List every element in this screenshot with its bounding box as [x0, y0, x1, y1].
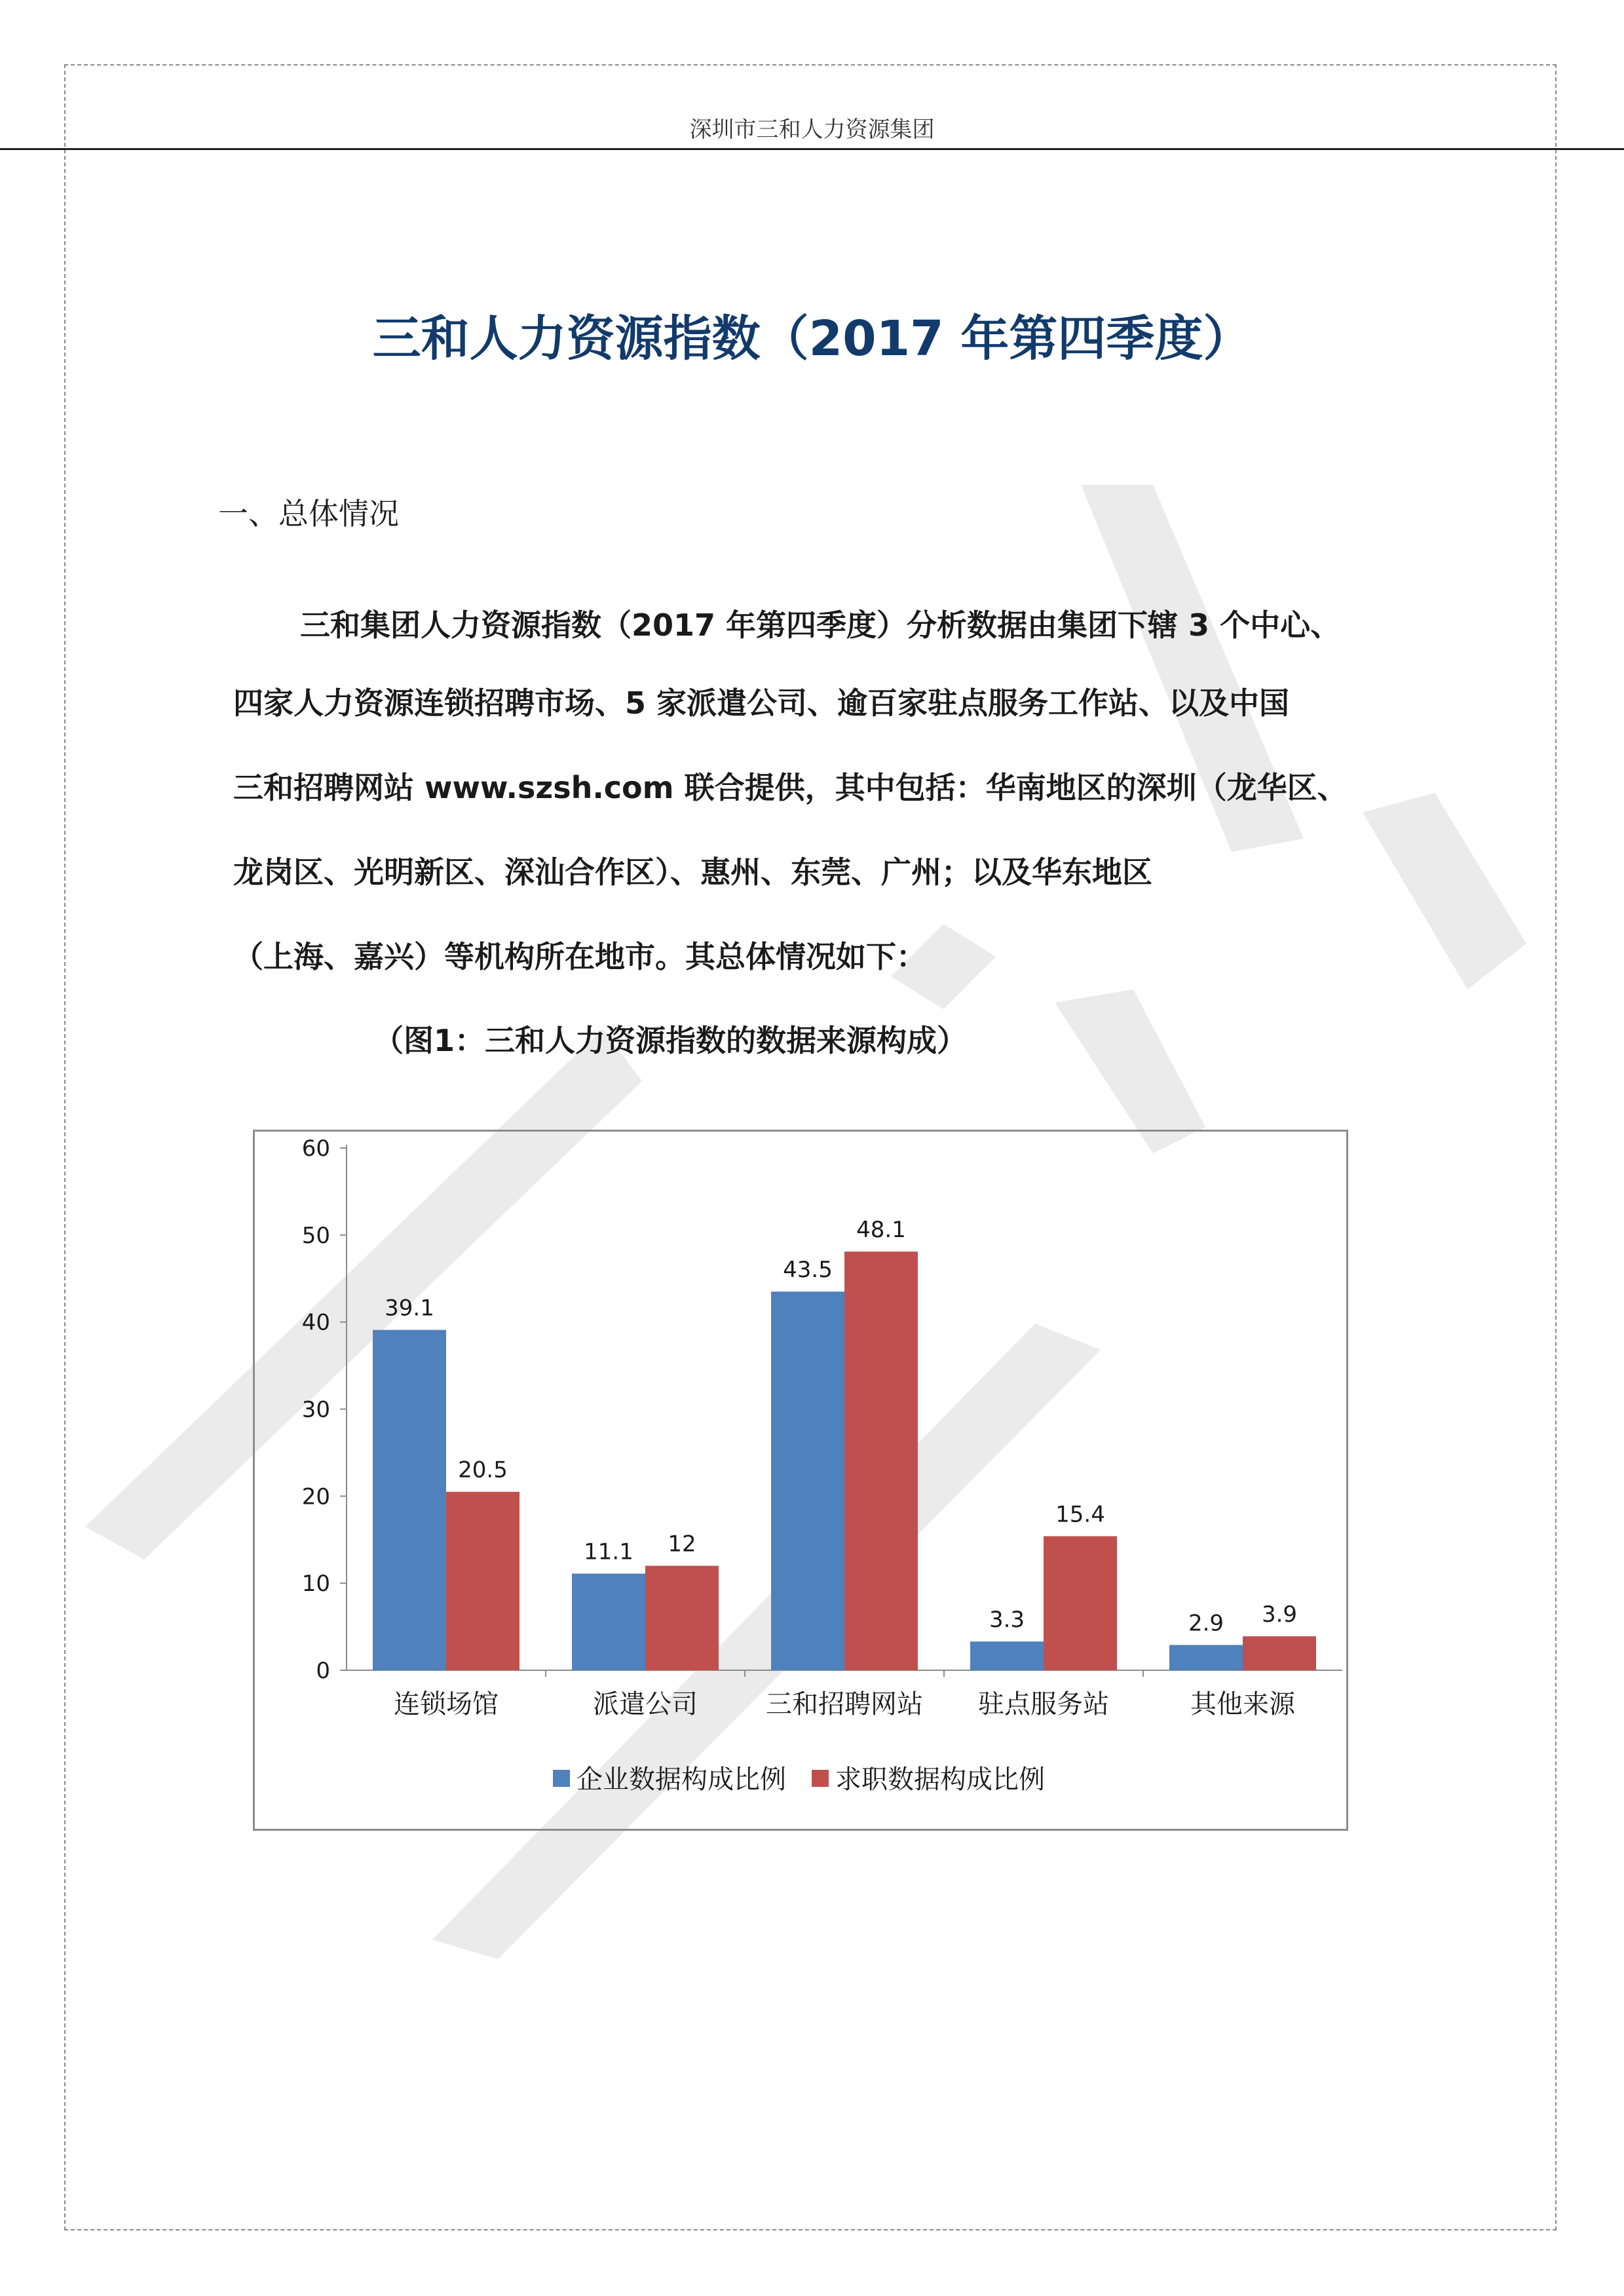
bar — [1243, 1636, 1316, 1670]
body-line-5: （上海、嘉兴）等机构所在地市。其总体情况如下： — [233, 939, 926, 974]
data-label: 39.1 — [385, 1295, 434, 1322]
body-line-2: 四家人力资源连锁招聘市场、5 家派遣公司、逾百家驻点服务工作站、以及中国 — [233, 685, 1290, 721]
data-label: 20.5 — [458, 1457, 508, 1483]
legend-label: 企业数据构成比例 — [576, 1765, 786, 1795]
bar — [373, 1330, 446, 1670]
bar-chart — [253, 1130, 1348, 1831]
data-label: 12 — [668, 1531, 696, 1558]
bar — [771, 1292, 844, 1670]
bar — [446, 1492, 519, 1670]
body-line-1: 三和集团人力资源指数（2017 年第四季度）分析数据由集团下辖 3 个中心、 — [300, 607, 1341, 643]
y-tick-label: 60 — [301, 1136, 330, 1162]
x-tick-label: 三和招聘网站 — [766, 1689, 923, 1719]
y-tick-label: 30 — [301, 1396, 330, 1423]
x-tick-label: 连锁场馆 — [394, 1689, 499, 1719]
header-divider — [0, 148, 1624, 150]
body-line-3: 三和招聘网站 www.szsh.com 联合提供，其中包括：华南地区的深圳（龙华区、 — [233, 770, 1348, 805]
section-heading: 一、总体情况 — [218, 496, 399, 531]
page-header: 深圳市三和人力资源集团 — [689, 117, 935, 143]
document-title: 三和人力资源指数（2017 年第四季度） — [372, 311, 1252, 367]
data-label: 48.1 — [856, 1217, 906, 1244]
data-label: 2.9 — [1188, 1610, 1224, 1637]
y-tick-label: 20 — [301, 1483, 330, 1510]
bar — [1169, 1645, 1243, 1670]
x-tick-label: 其他来源 — [1190, 1689, 1295, 1719]
x-tick-label: 驻点服务站 — [978, 1689, 1109, 1719]
bar — [1044, 1536, 1117, 1670]
bar — [572, 1574, 645, 1670]
y-tick-label: 10 — [301, 1571, 330, 1598]
body-line-4: 龙岗区、光明新区、深汕合作区）、惠州、东莞、广州；以及华东地区 — [233, 854, 1152, 890]
bar — [645, 1566, 719, 1670]
data-label: 43.5 — [783, 1257, 833, 1284]
y-tick-label: 40 — [301, 1309, 330, 1336]
chart-canvas — [255, 1132, 1350, 1833]
data-label: 3.3 — [989, 1607, 1025, 1634]
figure-caption: （图1：三和人力资源指数的数据来源构成） — [373, 1023, 968, 1058]
data-label: 11.1 — [584, 1539, 633, 1565]
bar — [970, 1641, 1044, 1670]
data-label: 15.4 — [1055, 1501, 1105, 1528]
legend-swatch — [812, 1770, 829, 1787]
x-tick-label: 派遣公司 — [593, 1689, 698, 1719]
legend-swatch — [553, 1770, 570, 1787]
y-tick-label: 50 — [301, 1222, 330, 1249]
bar — [844, 1252, 918, 1670]
y-tick-label: 0 — [316, 1658, 330, 1684]
legend-label: 求职数据构成比例 — [835, 1765, 1045, 1795]
data-label: 3.9 — [1261, 1601, 1298, 1628]
